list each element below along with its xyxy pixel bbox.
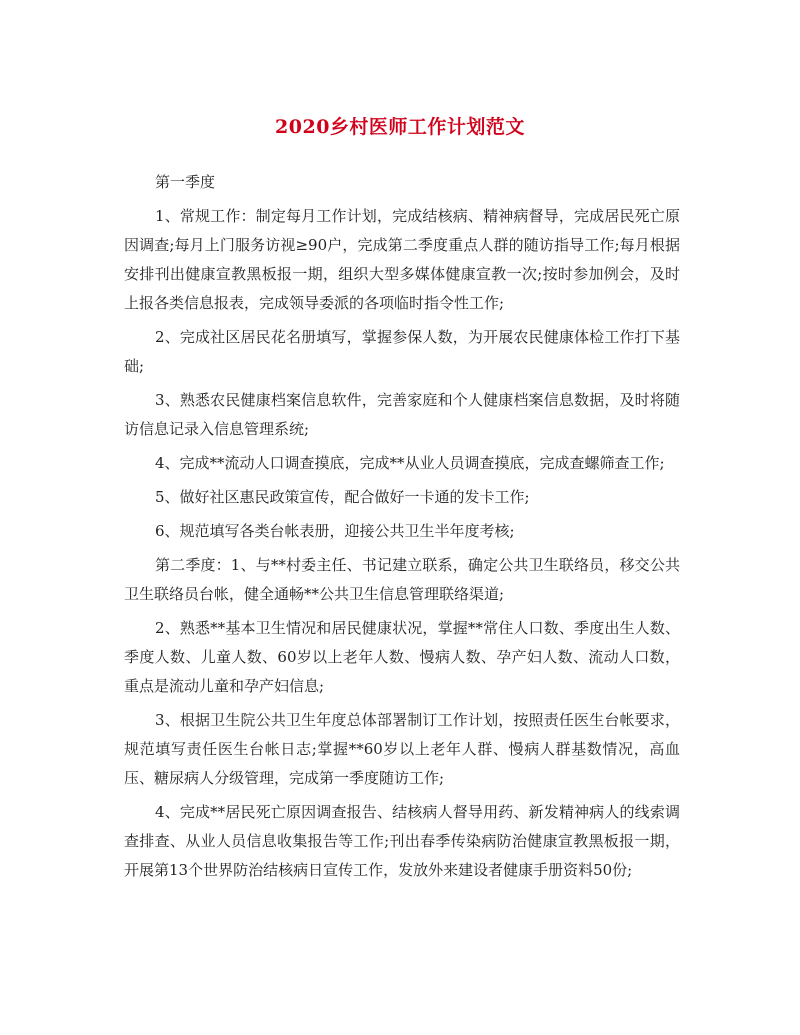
paragraph-policy-promotion: 5、做好社区惠民政策宣传，配合做好一卡通的发卡工作;	[155, 488, 530, 506]
document-title: 2020乡村医师工作计划范文	[275, 116, 525, 138]
paragraph-q2-work-plan: 3、根据卫生院公共卫生年度总体部署制订工作计划，按照责任医生台帐要求，规范填写责任医生台帐日志;掌握**60岁以上老年人群、慢病人群基数情况，高血压、糖尿病人分级管理，完成第一季度随访工作;	[124, 711, 680, 787]
paragraph-ledger: 6、规范填写各类台帐表册，迎接公共卫生半年度考核;	[155, 522, 515, 540]
paragraph-population-survey: 4、完成**流动人口调查摸底，完成**从业人员调查摸底，完成查螺筛查工作;	[155, 454, 665, 472]
document-body	[124, 168, 680, 885]
section-heading-q1: 第一季度	[155, 173, 216, 191]
paragraph-q2-liaison: 第二季度：1、与**村委主任、书记建立联系，确定公共卫生联络员，移交公共卫生联络员台帐，健全通畅**公共卫生信息管理联络渠道;	[124, 556, 680, 603]
paragraph-routine-work: 1、常规工作：制定每月工作计划，完成结核病、精神病督导，完成居民死亡原因调查;每月上门服务访视≥90户，完成第二季度重点人群的随访指导工作;每月根据安排刊出健康宣教黑板报一期，组织大型多媒体健康宣教一次;按时参加例会，及时上报各类信息报表，完成领导委派的各项临时指令性工作;	[124, 207, 680, 312]
paragraph-health-records: 3、熟悉农民健康档案信息软件，完善家庭和个人健康档案信息数据，及时将随访信息记录入信息管理系统;	[124, 391, 680, 438]
paragraph-roster: 2、完成社区居民花名册填写，掌握参保人数，为开展农民健康体检工作打下基础;	[124, 328, 680, 375]
paragraph-q2-reports: 4、完成**居民死亡原因调查报告、结核病人督导用药、新发精神病人的线索调查排查、从业人员信息收集报告等工作;刊出春季传染病防治健康宣教黑板报一期，开展第13个世界防治结核病日宣传工作，发放外来建设者健康手册资料50份;	[124, 803, 680, 879]
paragraph-q2-health-status: 2、熟悉**基本卫生情况和居民健康状况，掌握**常住人口数、季度出生人数、季度人数、儿童人数、60岁以上老年人数、慢病人数、孕产妇人数、流动人口数，重点是流动儿童和孕产妇信息;	[124, 619, 680, 695]
